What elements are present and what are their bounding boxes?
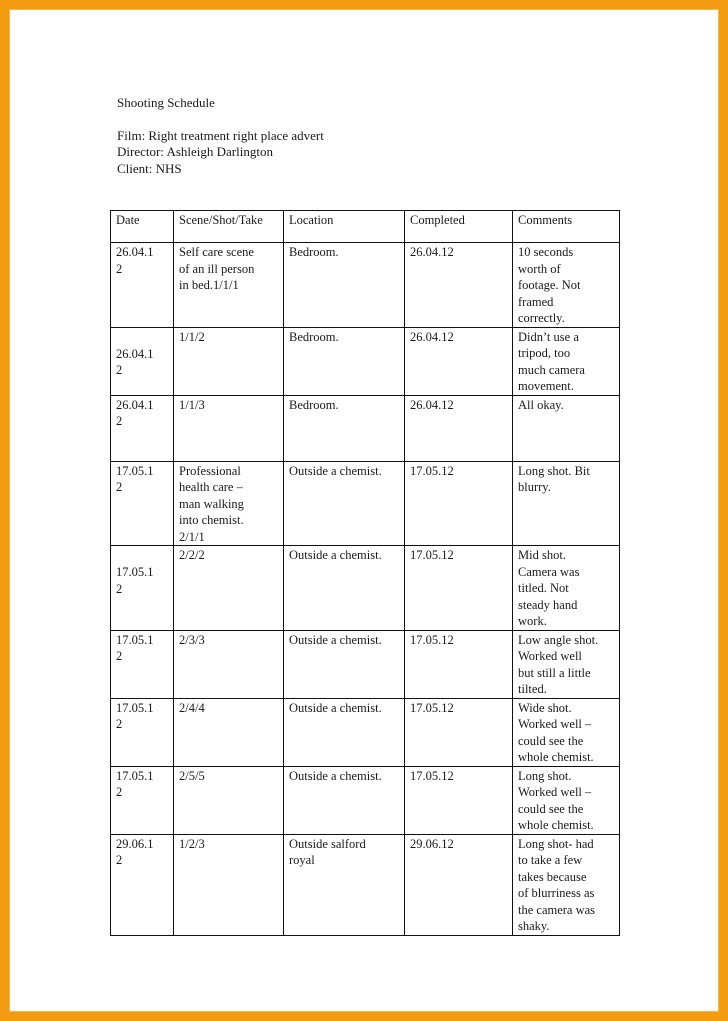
header-location: Location xyxy=(284,211,405,243)
document-page xyxy=(9,9,719,1012)
cell-scene: 2/4/4 xyxy=(174,698,284,766)
cell-comments: Low angle shot. Worked well but still a little tilted. xyxy=(513,630,620,698)
table-header-row xyxy=(111,211,620,243)
cell-scene: 2/2/2 xyxy=(174,546,284,631)
cell-comments: 10 seconds worth of footage. Not framed correctly. xyxy=(513,243,620,328)
cell-scene: 1/1/3 xyxy=(174,395,284,461)
cell-comments: Mid shot. Camera was titled. Not steady hand work. xyxy=(513,546,620,631)
client-line: Client: NHS xyxy=(117,160,182,176)
cell-completed: 17.05.12 xyxy=(405,461,513,546)
table-row xyxy=(111,834,620,935)
cell-scene: 1/1/2 xyxy=(174,327,284,395)
cell-scene: Self care scene of an ill person in bed.1/1/1 xyxy=(174,243,284,328)
cell-comments: All okay. xyxy=(513,395,620,461)
cell-completed: 17.05.12 xyxy=(405,546,513,631)
cell-date: 17.05.1 2 xyxy=(111,630,174,698)
cell-completed: 26.04.12 xyxy=(405,327,513,395)
cell-date: 26.04.1 2 xyxy=(111,327,174,395)
cell-scene: 1/2/3 xyxy=(174,834,284,935)
cell-location: Bedroom. xyxy=(284,327,405,395)
cell-location: Outside a chemist. xyxy=(284,546,405,631)
cell-completed: 29.06.12 xyxy=(405,834,513,935)
director-line: Director: Ashleigh Darlington xyxy=(117,144,273,159)
table-row xyxy=(111,698,620,766)
table-row xyxy=(111,546,620,631)
table-row xyxy=(111,327,620,395)
cell-scene: Professional health care – man walking into chemist. 2/1/1 xyxy=(174,461,284,546)
cell-location: Outside a chemist. xyxy=(284,698,405,766)
header-comments: Comments xyxy=(513,211,620,243)
cell-location: Outside salford royal xyxy=(284,834,405,935)
cell-date: 17.05.1 2 xyxy=(111,461,174,546)
cell-location: Bedroom. xyxy=(284,243,405,328)
cell-scene: 2/5/5 xyxy=(174,766,284,834)
cell-completed: 17.05.12 xyxy=(405,698,513,766)
cell-date: 29.06.1 2 xyxy=(111,834,174,935)
cell-location: Outside a chemist. xyxy=(284,461,405,546)
cell-location: Outside a chemist. xyxy=(284,766,405,834)
table-row xyxy=(111,766,620,834)
cell-completed: 26.04.12 xyxy=(405,395,513,461)
cell-comments: Wide shot. Worked well – could see the whole chemist. xyxy=(513,698,620,766)
cell-comments: Didn’t use a tripod, too much camera movement. xyxy=(513,327,620,395)
cell-comments: Long shot- had to take a few takes because of blurriness as the camera was shaky. xyxy=(513,834,620,935)
table-row xyxy=(111,630,620,698)
cell-completed: 17.05.12 xyxy=(405,766,513,834)
cell-date: 17.05.1 2 xyxy=(111,546,174,631)
table-row xyxy=(111,461,620,546)
table-row xyxy=(111,243,620,328)
cell-completed: 17.05.12 xyxy=(405,630,513,698)
header-date: Date xyxy=(111,211,174,243)
cell-comments: Long shot. Worked well – could see the whole chemist. xyxy=(513,766,620,834)
shooting-schedule-table xyxy=(110,210,620,936)
table-body xyxy=(111,243,620,936)
cell-date: 26.04.1 2 xyxy=(111,395,174,461)
cell-date: 17.05.1 2 xyxy=(111,698,174,766)
header-scene-shot-take: Scene/Shot/Take xyxy=(174,211,284,243)
cell-location: Bedroom. xyxy=(284,395,405,461)
table-row xyxy=(111,395,620,461)
cell-date: 26.04.1 2 xyxy=(111,243,174,328)
document-title: Shooting Schedule xyxy=(117,95,215,110)
cell-comments: Long shot. Bit blurry. xyxy=(513,461,620,546)
cell-scene: 2/3/3 xyxy=(174,630,284,698)
cell-date: 17.05.1 2 xyxy=(111,766,174,834)
header-completed: Completed xyxy=(405,211,513,243)
cell-completed: 26.04.12 xyxy=(405,243,513,328)
cell-location: Outside a chemist. xyxy=(284,630,405,698)
film-line: Film: Right treatment right place advert xyxy=(117,127,324,143)
document-header xyxy=(117,95,324,177)
